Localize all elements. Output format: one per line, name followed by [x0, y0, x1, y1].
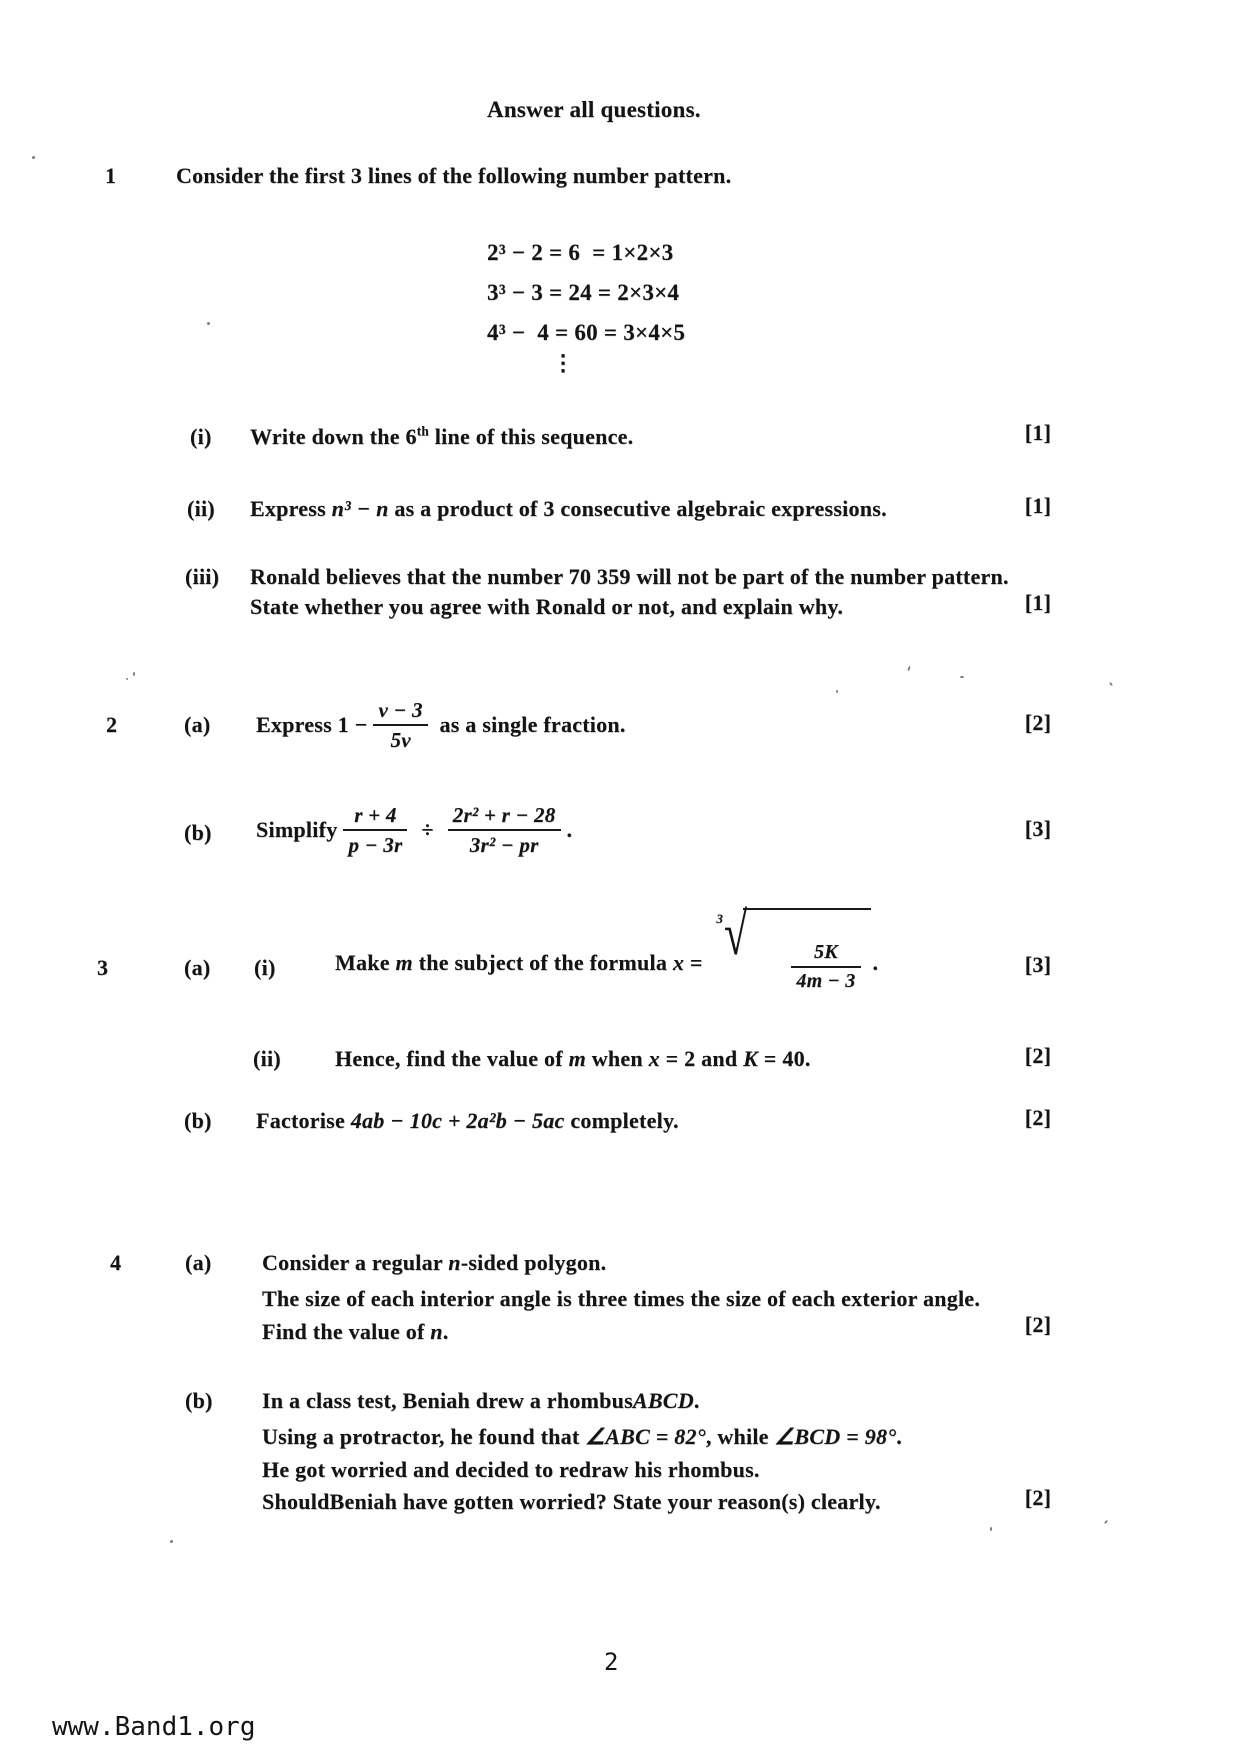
scan-speck — [32, 156, 35, 159]
scan-speck — [960, 676, 964, 678]
q4b-line1-b: . — [693, 1388, 700, 1413]
q3ai-fraction-numerator: 5K — [814, 941, 838, 963]
q1iii-marks: [1] — [1024, 590, 1052, 615]
q4a-line3-a: Find the value of — [262, 1319, 431, 1344]
q1iii-line2: State whether you agree with Ronald or not, and explain why. — [250, 594, 844, 619]
division-operator: ÷ — [421, 817, 434, 842]
q3ai-marks: [3] — [1024, 952, 1052, 977]
scan-speck — [1104, 1520, 1108, 1524]
q3aii-var-k: K — [743, 1046, 759, 1071]
q2a-fraction-denominator: 5v — [373, 724, 427, 752]
q2b-fraction-1 — [343, 803, 407, 857]
scan-speck — [907, 666, 911, 671]
q1-pattern-line-1: 2³ − 2 = 6 = 1×2×3 — [487, 240, 674, 265]
q3b-text — [256, 1108, 679, 1134]
q1ii-expression: n³ − n — [331, 496, 389, 521]
q2b-label: (b) — [184, 820, 212, 845]
scan-speck — [170, 1540, 173, 1543]
q1ii-marks: [1] — [1024, 493, 1052, 518]
q3ai-text-a: Make — [335, 950, 396, 975]
q2b-marks: [3] — [1024, 816, 1052, 841]
q4a-line1-b: -sided polygon. — [460, 1250, 607, 1275]
q1ii-label: (ii) — [187, 496, 215, 521]
q4b-line1 — [262, 1388, 700, 1414]
q2a-text-a: Express 1 − — [256, 712, 368, 737]
scan-speck — [133, 672, 135, 676]
q1ii-text-a: Express — [250, 496, 332, 521]
q4a-line3 — [262, 1319, 449, 1345]
q4b-line2-b: , while — [705, 1424, 775, 1449]
scan-speck — [126, 678, 128, 680]
q3ai-fraction — [791, 941, 860, 993]
cube-root-radical — [716, 901, 870, 1019]
q4a-marks: [2] — [1024, 1312, 1052, 1337]
q4a-line1 — [262, 1250, 606, 1276]
q1i-text-b: line of this sequence. — [429, 424, 634, 449]
q2a-text-b: as a single fraction. — [433, 712, 626, 737]
q3ai-fraction-denominator: 4m − 3 — [791, 966, 860, 993]
q1-pattern-line-3: 4³ − 4 = 60 = 3×4×5 — [487, 320, 686, 345]
q2b-fraction-2 — [448, 803, 561, 857]
q2b-statement — [256, 792, 572, 868]
q4b-rhombus-name: ABCD — [632, 1388, 694, 1413]
q4b-line1-a: In a class test, Beniah drew a rhombus — [262, 1388, 633, 1413]
q3ai-var-x: x — [672, 950, 685, 975]
scan-speck — [207, 322, 210, 325]
q1ii-text-b: as a product of 3 consecutive algebraic expressions. — [388, 496, 887, 521]
vertical-ellipsis: ⋮ — [552, 350, 574, 375]
q2b-text-a: Simplify — [256, 817, 338, 842]
footer-url: www.Band1.org — [52, 1712, 256, 1742]
q4b-line2 — [262, 1424, 902, 1450]
q1i-ordinal-sup: th — [416, 423, 429, 439]
q3b-text-a: Factorise — [256, 1108, 351, 1133]
q1i-label: (i) — [190, 424, 212, 449]
q3b-label: (b) — [184, 1108, 212, 1133]
q2b-frac2-numerator: 2r² + r − 28 — [452, 802, 556, 827]
q3aii-text-b: when — [585, 1046, 649, 1071]
q4b-angle-abc: ∠ABC = 82° — [585, 1424, 706, 1449]
q2-number: 2 — [106, 712, 118, 737]
q3a-label: (a) — [184, 955, 211, 980]
q2b-period: . — [566, 817, 573, 842]
radical-body — [743, 908, 870, 1019]
q3aii-text-d: = 40. — [758, 1046, 811, 1071]
q3aii-var-m: m — [568, 1046, 586, 1071]
q3aii-label: (ii) — [253, 1046, 281, 1071]
q3b-text-b: completely. — [564, 1108, 679, 1133]
q3ai-text-b: the subject of the formula — [412, 950, 673, 975]
q2a-label: (a) — [184, 712, 211, 737]
q3b-marks: [2] — [1024, 1105, 1052, 1130]
q3ai-var-m: m — [395, 950, 413, 975]
q3aii-text — [335, 1046, 811, 1072]
q1iii-line1: Ronald believes that the number 70 359 will not be part of the number pattern. — [250, 564, 1009, 589]
q2b-frac1-numerator: r + 4 — [354, 802, 397, 827]
q1i-text — [250, 424, 633, 450]
q3ai-statement — [335, 901, 879, 1004]
q1-number: 1 — [105, 163, 117, 188]
q1i-text-a: Write down the 6 — [250, 424, 417, 449]
q3aii-text-c: = 2 and — [659, 1046, 744, 1071]
q2a-fraction-numerator: v − 3 — [378, 697, 423, 722]
q3ai-period: . — [872, 950, 879, 975]
q4a-var-n2: n — [430, 1319, 443, 1344]
q2a-fraction — [373, 698, 427, 752]
q4b-line3: He got worried and decided to redraw his rhombus. — [262, 1457, 760, 1482]
q4a-line3-b: . — [442, 1319, 449, 1344]
q1iii-label: (iii) — [185, 564, 220, 589]
q4b-line4: ShouldBeniah have gotten worried? State your reason(s) clearly. — [262, 1489, 881, 1514]
scan-speck — [990, 1527, 992, 1531]
q2b-frac1-denominator: p − 3r — [343, 829, 407, 857]
q2a-statement — [256, 690, 626, 760]
q4a-line2: The size of each interior angle is three times the size of each exterior angle. — [262, 1286, 981, 1311]
q4b-line2-a: Using a protractor, he found that — [262, 1424, 586, 1449]
q3b-expression: 4ab − 10c + 2a²b − 5ac — [350, 1108, 565, 1133]
q1-intro: Consider the first 3 lines of the following number pattern. — [176, 163, 732, 188]
q3ai-equals: = — [684, 950, 709, 975]
q2a-marks: [2] — [1024, 710, 1052, 735]
q4a-line1-a: Consider a regular — [262, 1250, 449, 1275]
q2b-frac2-denominator: 3r² − pr — [448, 829, 561, 857]
page-header: Answer all questions. — [487, 97, 701, 122]
q4b-marks: [2] — [1024, 1485, 1052, 1510]
q4-number: 4 — [110, 1250, 122, 1275]
q1i-marks: [1] — [1024, 420, 1052, 445]
q3aii-var-x: x — [648, 1046, 660, 1071]
q4b-line2-c: . — [896, 1424, 902, 1449]
q1ii-text — [250, 496, 887, 522]
radical-sign: √ — [724, 901, 748, 967]
q3ai-label: (i) — [254, 955, 276, 980]
q3-number: 3 — [97, 955, 109, 980]
q3aii-text-a: Hence, find the value of — [335, 1046, 569, 1071]
q3aii-marks: [2] — [1024, 1043, 1052, 1068]
radical-index: 3 — [716, 911, 724, 926]
page-number: 2 — [604, 1648, 619, 1676]
q4b-angle-bcd: ∠BCD = 98° — [774, 1424, 897, 1449]
q4a-var-n: n — [448, 1250, 461, 1275]
scan-speck — [1109, 682, 1113, 686]
q1-pattern-line-2: 3³ − 3 = 24 = 2×3×4 — [487, 280, 680, 305]
scan-speck — [836, 690, 838, 693]
q4a-label: (a) — [185, 1250, 212, 1275]
q4b-label: (b) — [185, 1388, 213, 1413]
